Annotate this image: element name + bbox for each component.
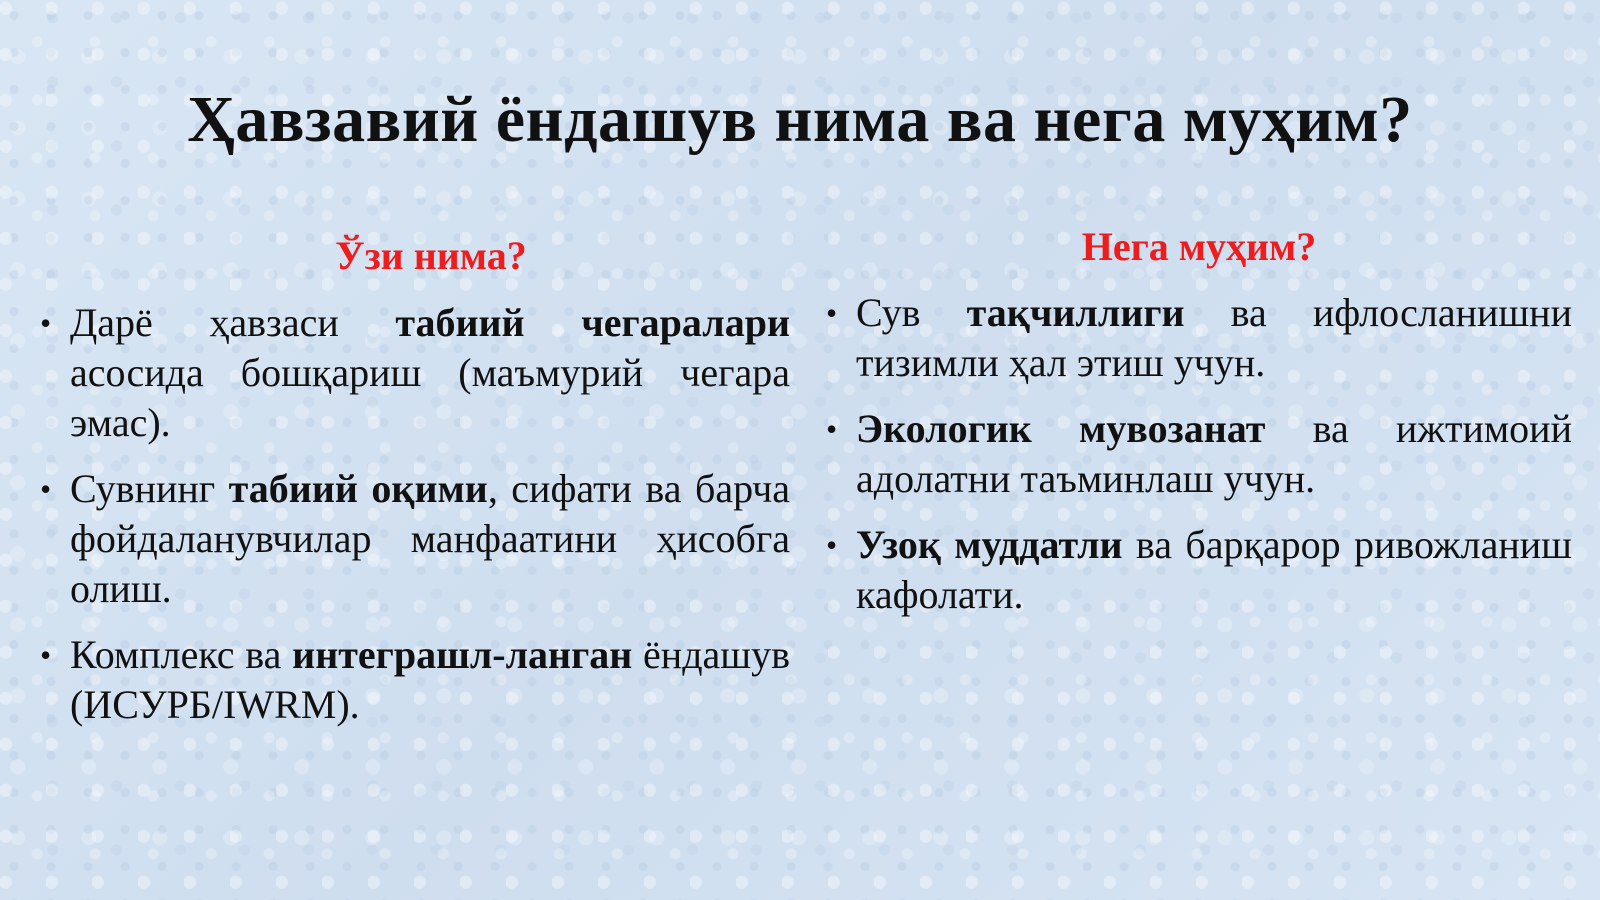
bullet-text: ва ижтимоий адолатни таъминлаш учун. bbox=[856, 406, 1572, 501]
left-bullet-item bbox=[40, 630, 790, 730]
left-bullet-item bbox=[40, 464, 790, 614]
right-bullet-item bbox=[826, 404, 1572, 504]
bullet-text: ёндашув (ИСУРБ/IWRM). bbox=[70, 632, 790, 727]
bullet-text: Сувнинг bbox=[70, 466, 229, 511]
bullet-text: Комплекс ва bbox=[70, 632, 293, 677]
left-column-heading: Ўзи нима? bbox=[335, 233, 527, 278]
slide-title: Ҳавзавий ёндашув нима ва нега муҳим? bbox=[187, 83, 1413, 156]
left-bullet-list bbox=[40, 298, 790, 746]
bullet-text: ва ифлосланишни тизимли ҳал этиш учун. bbox=[856, 290, 1572, 385]
bullet-text: ва барқарор ривожланиш кафолати. bbox=[856, 522, 1572, 617]
bullet-dot-icon: • bbox=[40, 305, 52, 341]
bullet-bold-text: тақчиллиги bbox=[966, 290, 1185, 335]
bullet-dot-icon: • bbox=[826, 527, 838, 563]
right-bullet-list bbox=[826, 288, 1572, 636]
bullet-dot-icon: • bbox=[40, 637, 52, 673]
bullet-dot-icon: • bbox=[826, 411, 838, 447]
bullet-bold-text: табиий чегаралари bbox=[395, 300, 790, 345]
bullet-bold-text: Узоқ муддатли bbox=[856, 522, 1123, 567]
bullet-text: Сув bbox=[856, 290, 967, 335]
bullet-text: асосида бошқариш (маъмурий чегара эмас). bbox=[70, 350, 790, 445]
bullet-text: , сифати ва барча фойдаланувчилар манфаатини ҳисобга олиш. bbox=[70, 466, 790, 611]
bullet-dot-icon: • bbox=[826, 295, 838, 331]
right-column-heading: Нега муҳим? bbox=[1081, 224, 1317, 269]
bullet-text: Дарё ҳавзаси bbox=[70, 300, 396, 345]
right-bullet-item bbox=[826, 288, 1572, 388]
left-bullet-item bbox=[40, 298, 790, 448]
bullet-bold-text: табиий оқими bbox=[228, 466, 488, 511]
bullet-bold-text: интеграшл-ланган bbox=[292, 632, 633, 677]
bullet-dot-icon: • bbox=[40, 471, 52, 507]
right-bullet-item bbox=[826, 520, 1572, 620]
bullet-bold-text: Экологик мувозанат bbox=[856, 406, 1266, 451]
